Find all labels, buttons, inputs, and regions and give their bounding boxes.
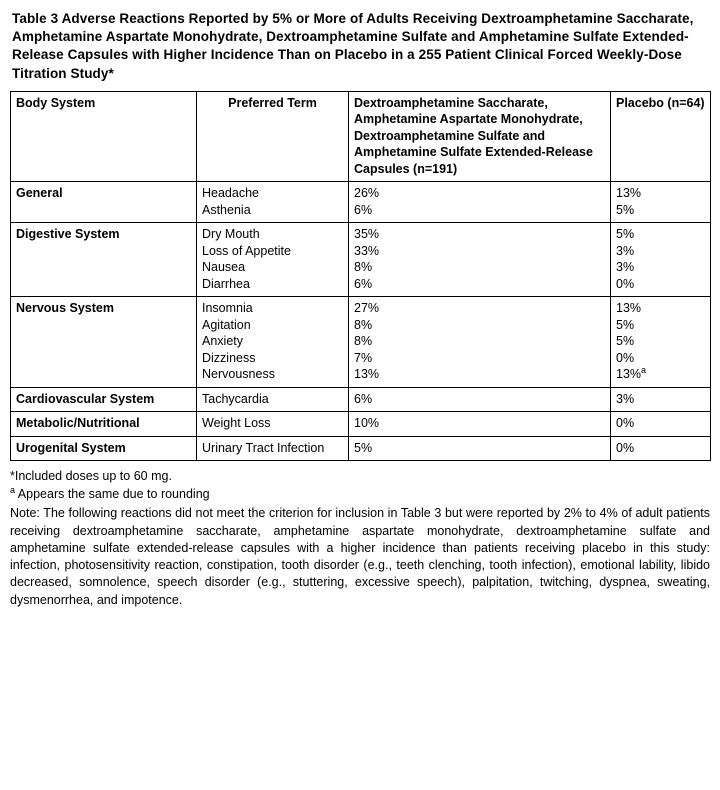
value: 0% <box>616 276 635 291</box>
term: Weight Loss <box>202 416 271 431</box>
value: 8% <box>354 317 373 332</box>
term: Agitation <box>202 317 251 332</box>
cell-drug-values <box>349 436 611 461</box>
term: Anxiety <box>202 334 243 349</box>
value: 35% <box>354 227 380 242</box>
table-row <box>11 387 711 412</box>
cell-body-system: Digestive System <box>11 223 197 297</box>
value: 0% <box>616 416 635 431</box>
value: 13% <box>354 367 380 382</box>
value: 6% <box>354 202 373 217</box>
cell-drug-values <box>349 223 611 297</box>
value: 27% <box>354 301 380 316</box>
term: Loss of Appetite <box>202 243 291 258</box>
value: 5% <box>616 317 635 332</box>
term: Insomnia <box>202 301 253 316</box>
table-header-row <box>11 91 711 182</box>
table-header <box>11 91 711 182</box>
cell-body-system: Urogenital System <box>11 436 197 461</box>
value: 7% <box>354 350 373 365</box>
cell-preferred-terms <box>197 182 349 223</box>
value: 33% <box>354 243 380 258</box>
value: 26% <box>354 186 380 201</box>
cell-placebo-values <box>611 182 711 223</box>
value: 5% <box>616 227 635 242</box>
cell-body-system: Cardiovascular System <box>11 387 197 412</box>
cell-preferred-terms <box>197 436 349 461</box>
table-row <box>11 182 711 223</box>
value: 13% <box>616 186 642 201</box>
value: 5% <box>616 334 635 349</box>
table-caption: Table 3 Adverse Reactions Reported by 5% or More of Adults Receiving Dextroamphetamine Saccharate, Amphetamine Aspartate Monohydrate, Dextroamphetamine Sulfate and Amphetamine Sulfate Extended-Release Capsules with Higher Incidence Than on Placebo in a 255 Patient Clinical Forced Weekly-Dose Titration Study* <box>12 11 694 81</box>
cell-placebo-values <box>611 387 711 412</box>
value: 3% <box>616 260 635 275</box>
footnote-note: Note: The following reactions did not meet the criterion for inclusion in Table 3 but were reported by 2% to 4% of adult patients receiving dextroamphetamine saccharate, amphetamine aspartate monohydrate, dextroamphetamine sulfate and amphetamine sulfate extended-release capsules with a higher incidence than patients receiving placebo in this study: infection, photosensitivity reaction, constipation, tooth disorder (e.g., teeth clenching, tooth infection), emotional lability, libido decreased, somnolence, speech disorder (e.g., stuttering, excessive speech), palpitation, twitching, dyspnea, sweating, dysmenorrhea, and impotence. <box>10 506 710 607</box>
cell-placebo-values <box>611 297 711 388</box>
cell-placebo-values <box>611 412 711 437</box>
term: Asthenia <box>202 202 251 217</box>
header-preferred-term: Preferred Term <box>197 91 349 182</box>
cell-drug-values <box>349 297 611 388</box>
table-row <box>11 436 711 461</box>
cell-body-system: Metabolic/Nutritional <box>11 412 197 437</box>
footnotes <box>10 468 710 609</box>
term: Nervousness <box>202 367 275 382</box>
table-row <box>11 223 711 297</box>
value: 5% <box>616 202 635 217</box>
cell-preferred-terms <box>197 297 349 388</box>
cell-placebo-values <box>611 223 711 297</box>
value-with-footnote: 13%$^a$ <box>616 365 647 382</box>
term: Dry Mouth <box>202 227 260 242</box>
cell-preferred-terms <box>197 223 349 297</box>
value: 6% <box>354 276 373 291</box>
footnote-superscript-a: $^a$ Appears the same due to rounding <box>10 485 210 502</box>
cell-placebo-values <box>611 436 711 461</box>
footnote-asterisk: *Included doses up to 60 mg. <box>10 469 172 484</box>
cell-body-system: Nervous System <box>11 297 197 388</box>
value: 3% <box>616 243 635 258</box>
table-row <box>11 297 711 388</box>
value: 6% <box>354 391 373 406</box>
value: 8% <box>354 260 373 275</box>
term: Nausea <box>202 260 246 275</box>
header-drug: Dextroamphetamine Saccharate, Amphetamine Aspartate Monohydrate, Dextroamphetamine Sulfate and Amphetamine Sulfate Extended-Release Capsules (n=191) <box>349 91 611 182</box>
value: 8% <box>354 334 373 349</box>
value: 0% <box>616 440 635 455</box>
value: 10% <box>354 416 380 431</box>
value: 3% <box>616 391 635 406</box>
term: Urinary Tract Infection <box>202 440 325 455</box>
value: 13% <box>616 301 642 316</box>
table-row <box>11 412 711 437</box>
value: 5% <box>354 440 373 455</box>
table-body <box>11 182 711 461</box>
term: Tachycardia <box>202 391 269 406</box>
cell-drug-values <box>349 182 611 223</box>
cell-drug-values <box>349 412 611 437</box>
term: Diarrhea <box>202 276 250 291</box>
cell-drug-values <box>349 387 611 412</box>
header-body-system: Body System <box>11 91 197 182</box>
cell-preferred-terms <box>197 412 349 437</box>
term: Dizziness <box>202 350 256 365</box>
adverse-reactions-table <box>10 91 711 462</box>
cell-preferred-terms <box>197 387 349 412</box>
value: 0% <box>616 350 635 365</box>
term: Headache <box>202 186 259 201</box>
cell-body-system: General <box>11 182 197 223</box>
header-placebo: Placebo (n=64) <box>611 91 711 182</box>
